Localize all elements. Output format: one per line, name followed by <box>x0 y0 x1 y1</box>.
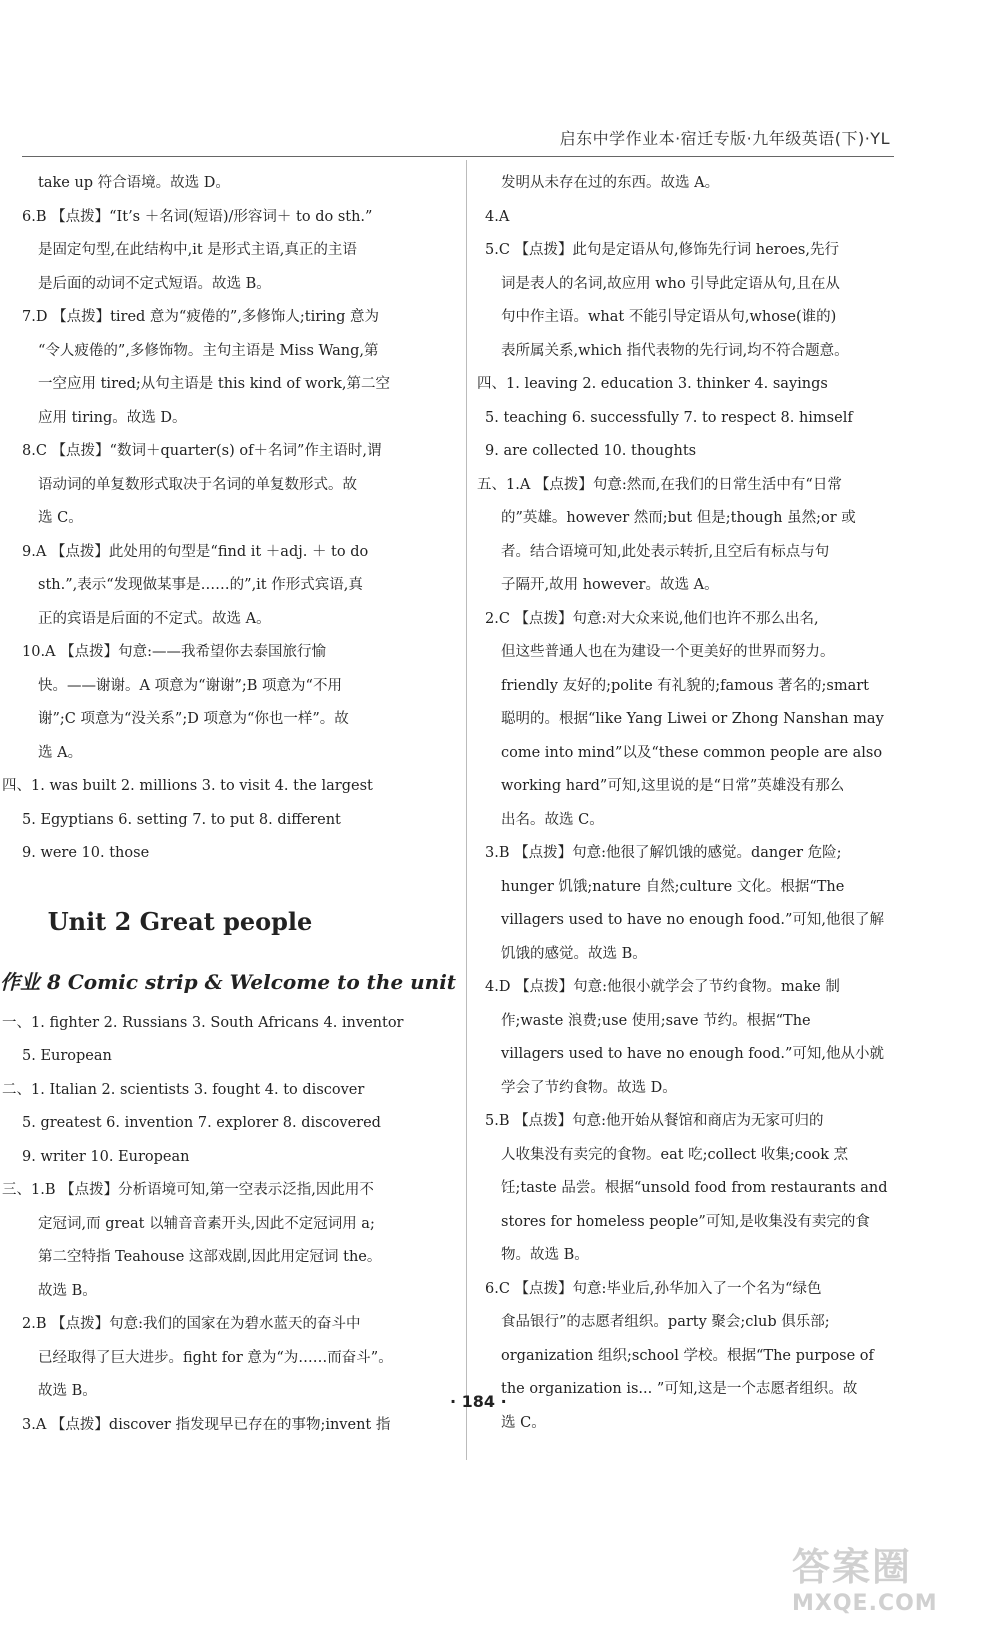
answer-line: 选 A。 <box>38 744 83 761</box>
answer-line: 出名。故选 C。 <box>501 811 604 828</box>
answer-line: the organization is... ”可知,这是一个志愿者组织。故 <box>501 1381 858 1397</box>
answer-line: 表所属关系,which 指代表物的先行词,均不符合题意。 <box>501 342 849 359</box>
answer-line: villagers used to have no enough food.”可知,他很了解 <box>501 912 885 928</box>
answer-line: 故选 B。 <box>38 1383 97 1399</box>
answer-line: 10.A 【点拨】句意:——我希望你去泰国旅行愉 <box>22 644 327 660</box>
answer-line: 6.C 【点拨】句意:毕业后,孙华加入了一个名为“绿色 <box>485 1280 822 1297</box>
answer-line: 2.C 【点拨】句意:对大众来说,他们也许不那么出名, <box>485 610 819 627</box>
answer-line: 作;waste 浪费;use 使用;save 节约。根据“The <box>501 1012 811 1029</box>
answer-line: 5.C 【点拨】此句是定语从句,修饰先行词 heroes,先行 <box>485 242 839 258</box>
answer-line: 四、1. leaving 2. education 3. thinker 4. sayings <box>477 376 828 392</box>
answer-line: 物。故选 B。 <box>501 1247 589 1263</box>
homework-title: 作业 8 Comic strip & Welcome to the unit <box>0 969 457 994</box>
answer-line: 应用 tiring。故选 D。 <box>38 409 187 426</box>
answer-line: 三、1.B 【点拨】分析语境可知,第一空表示泛指,因此用不 <box>2 1182 374 1198</box>
answer-line: 饪;taste 品尝。根据“unsold food from restaurants and <box>501 1180 888 1196</box>
answer-line: 四、1. was built 2. millions 3. to visit 4. the largest <box>2 778 373 794</box>
answer-line: stores for homeless people”可知,是收集没有卖完的食 <box>501 1213 870 1230</box>
answer-line: 9.A 【点拨】此处用的句型是“find it ＋adj. ＋ to do <box>22 543 369 560</box>
answer-line: 9. are collected 10. thoughts <box>485 443 697 459</box>
answer-line: 5.B 【点拨】句意:他开始从餐馆和商店为无家可归的 <box>485 1113 824 1129</box>
answer-line: 8.C 【点拨】“数词＋quarter(s) of＋名词”作主语时,谓 <box>22 443 382 459</box>
answer-line: 饥饿的感觉。故选 B。 <box>501 945 647 962</box>
answer-line: 选 C。 <box>38 510 83 526</box>
answer-line: hunger 饥饿;nature 自然;culture 文化。根据“The <box>501 878 845 895</box>
answer-line: 者。结合语境可知,此处表示转折,且空后有标点与句 <box>501 543 830 560</box>
answer-line: 定冠词,而 great 以辅音音素开头,因此不定冠词用 a; <box>38 1215 375 1232</box>
watermark <box>792 1536 992 1636</box>
answer-line: come into mind”以及“these common people are also <box>501 744 883 761</box>
answer-line: 已经取得了巨大进步。fight for 意为“为……而奋斗”。 <box>38 1349 393 1366</box>
answer-line: organization 组织;school 学校。根据“The purpose of <box>501 1347 874 1364</box>
answer-line: 5. greatest 6. invention 7. explorer 8. discovered <box>22 1115 381 1131</box>
watermark-url: MXQE.COM <box>792 1591 938 1616</box>
answer-line: 的”英雄。however 然而;but 但是;though 虽然;or 或 <box>501 510 856 526</box>
answer-line: 谢”;C 项意为“没关系”;D 项意为“你也一样”。故 <box>38 711 349 727</box>
answer-line: 人收集没有卖完的食物。eat 吃;collect 收集;cook 烹 <box>501 1146 849 1163</box>
answer-line: 快。——谢谢。A 项意为“谢谢”;B 项意为“不用 <box>38 677 342 694</box>
answer-line: 9. were 10. those <box>22 845 150 861</box>
page-number: · 184 · <box>450 1392 507 1411</box>
answer-line: “令人疲倦的”,多修饰物。主句主语是 Miss Wang,第 <box>38 342 379 359</box>
answer-line: 9. writer 10. European <box>22 1148 190 1165</box>
answer-line: 但这些普通人也在为建设一个更美好的世界而努力。 <box>501 644 835 660</box>
answer-line: 3.B 【点拨】句意:他很了解饥饿的感觉。danger 危险; <box>485 845 842 861</box>
answer-line: villagers used to have no enough food.”可知,他从小就 <box>501 1046 885 1062</box>
answer-line: 一、1. fighter 2. Russians 3. South Africans 4. inventor <box>2 1014 404 1031</box>
answer-line: friendly 友好的;polite 有礼貌的;famous 著名的;smart <box>501 677 870 694</box>
answer-line: sth.”,表示“发现做某事是……的”,it 作形式宾语,真 <box>38 577 363 593</box>
unit-title: Unit 2 Great people <box>47 906 313 936</box>
answer-line: 句中作主语。what 不能引导定语从句,whose(谁的) <box>501 309 837 325</box>
answer-line: 学会了节约食物。故选 D。 <box>501 1079 677 1096</box>
answer-line: 第二空特指 Teahouse 这部戏剧,因此用定冠词 the。 <box>38 1249 382 1265</box>
header-rule <box>22 156 894 157</box>
answer-line: 5. European <box>22 1048 112 1064</box>
answer-line: 正的宾语是后面的不定式。故选 A。 <box>38 610 271 627</box>
watermark-logo-text: 答案圈 <box>792 1545 913 1589</box>
answer-line: 二、1. Italian 2. scientists 3. fought 4. to discover <box>2 1081 365 1098</box>
answer-line: 子隔开,故用 however。故选 A。 <box>501 577 719 593</box>
right-column <box>477 167 922 1440</box>
answer-line: 聪明的。根据“like Yang Liwei or Zhong Nanshan may <box>501 711 884 727</box>
answer-line: 5. Egyptians 6. setting 7. to put 8. different <box>22 811 341 828</box>
answer-line: 是后面的动词不定式短语。故选 B。 <box>38 275 271 292</box>
answer-line: 词是表人的名词,故应用 who 引导此定语从句,且在从 <box>501 275 840 292</box>
answer-line: 发明从未存在过的东西。故选 A。 <box>501 175 720 191</box>
answer-line: 2.B 【点拨】句意:我们的国家在为碧水蓝天的奋斗中 <box>22 1316 361 1332</box>
answer-line: 故选 B。 <box>38 1282 97 1299</box>
column-divider <box>466 160 467 1460</box>
answer-line: 语动词的单复数形式取决于名词的单复数形式。故 <box>38 476 357 493</box>
page-header: 启东中学作业本·宿迁专版·九年级英语(下)·YL <box>559 129 890 148</box>
answer-line: 7.D 【点拨】tired 意为“疲倦的”,多修饰人;tiring 意为 <box>22 309 380 325</box>
answer-line: 是固定句型,在此结构中,it 是形式主语,真正的主语 <box>38 242 357 258</box>
answer-line: 食品银行”的志愿者组织。party 聚会;club 俱乐部; <box>501 1314 830 1330</box>
answer-line: 选 C。 <box>501 1414 546 1431</box>
answer-line: working hard”可知,这里说的是“日常”英雄没有那么 <box>501 778 845 794</box>
answer-line: 5. teaching 6. successfully 7. to respect 8. himself <box>485 409 853 426</box>
answer-line: 4.D 【点拨】句意:他很小就学会了节约食物。make 制 <box>485 979 840 995</box>
answer-line: 五、1.A 【点拨】句意:然而,在我们的日常生活中有“日常 <box>477 476 842 493</box>
answer-line: 6.B 【点拨】“It’s ＋名词(短语)/形容词＋ to do sth.” <box>22 208 373 225</box>
left-column <box>0 167 460 1442</box>
answer-line: take up 符合语境。故选 D。 <box>38 175 230 191</box>
answer-line: 4.A <box>485 208 510 225</box>
answer-line: 3.A 【点拨】discover 指发现早已存在的事物;invent 指 <box>22 1416 391 1433</box>
answer-line: 一空应用 tired;从句主语是 this kind of work,第二空 <box>38 376 391 392</box>
